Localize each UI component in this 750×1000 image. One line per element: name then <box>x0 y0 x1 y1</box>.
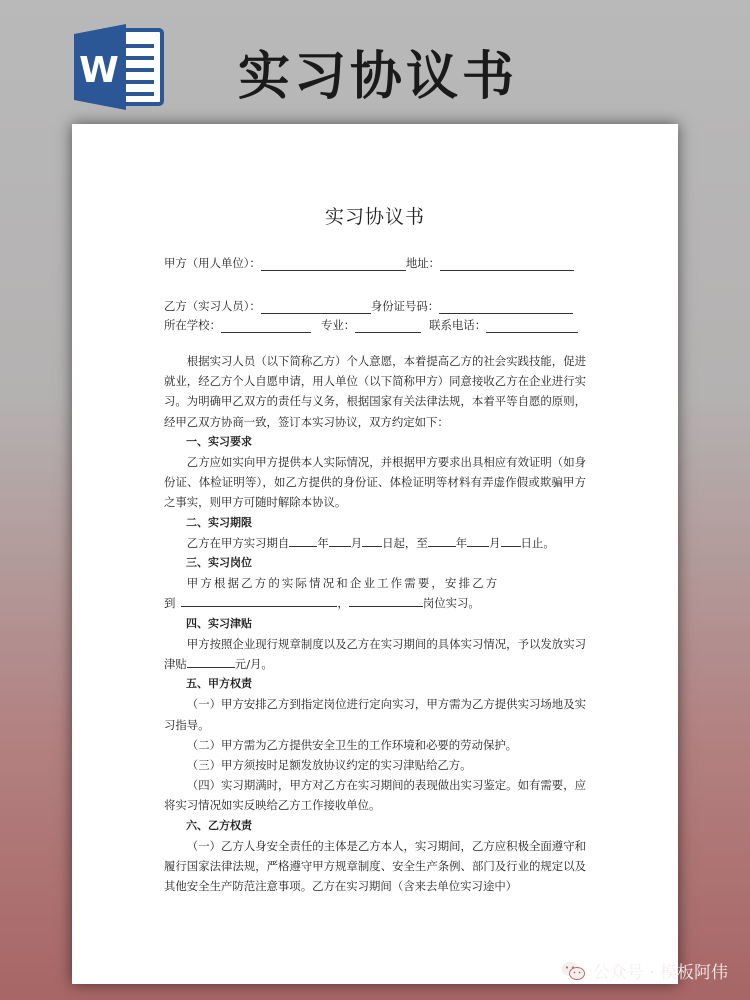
post-comma: ， <box>337 596 349 611</box>
section-6-item-1: （一）乙方人身安全责任的主体是乙方本人，实习期间，乙方应积极全面遵守和履行国家法律法规，严格遵守甲方规章制度、安全生产条例、部门及行业的规定以及其他安全生产防范注意事项。乙方在实习期间（含来去单位实习途中） <box>164 838 586 894</box>
party-a-label: 甲方（用人单位）： <box>164 256 261 270</box>
major-field[interactable] <box>355 320 421 333</box>
start-month-label: 月 <box>350 535 363 550</box>
end-month-field[interactable] <box>467 534 489 547</box>
school-field[interactable] <box>221 320 311 333</box>
section-4-title: 四、实习津贴 <box>186 616 252 630</box>
phone-label: 联系电话： <box>429 318 487 332</box>
school-label: 所在学校： <box>164 318 221 332</box>
start-year-field[interactable] <box>289 534 317 547</box>
id-number-field[interactable] <box>439 301 573 314</box>
phone-field[interactable] <box>486 320 578 333</box>
school-row <box>164 316 586 333</box>
watermark-text: 公众号 · 模板阿伟 <box>592 963 728 983</box>
id-number-label: 身份证号码： <box>370 299 440 313</box>
section-3-line-1: 甲方根据乙方的实际情况和企业工作需要，安排乙方 <box>186 576 500 591</box>
document-page <box>72 124 678 984</box>
section-5-item-4: （四）实习期满时，甲方对乙方在实习期间的表现做出实习鉴定。如有需要，应将实习情况如实反映给乙方工作接收单位。 <box>164 778 586 813</box>
end-year-field[interactable] <box>428 534 456 547</box>
post-to-label: 到 <box>164 596 176 611</box>
department-field[interactable] <box>181 594 337 607</box>
section-3-title: 三、实习岗位 <box>186 556 252 570</box>
banner-header <box>0 0 750 115</box>
section-2-title: 二、实习期限 <box>186 515 252 529</box>
post-label: 岗位实习。 <box>422 596 480 611</box>
section-3-line-2 <box>164 593 586 613</box>
allowance-field[interactable] <box>187 655 235 668</box>
position-field[interactable] <box>349 594 423 607</box>
intro-paragraph: 根据实习人员（以下简称乙方）个人意愿，本着提高乙方的社会实践技能，促进就业，经乙方个人自愿申请，用人单位（以下简称甲方）同意接收乙方在企业进行实习。为明确甲乙双方的责任与义务，根据国家有关法律法规，本着平等自愿的原则，经甲乙双方协商一致，签订本实习协议，双方约定如下： <box>164 354 586 429</box>
start-year-label: 年 <box>317 535 329 550</box>
end-month-label: 月 <box>489 535 501 550</box>
end-day-label: 日止。 <box>520 535 555 550</box>
address-label: 地址： <box>405 256 441 270</box>
wechat-icon <box>561 961 585 981</box>
major-label: 专业： <box>320 318 356 332</box>
word-icon-letter: W <box>79 50 119 91</box>
start-month-field[interactable] <box>329 534 351 547</box>
section-5-item-3: （三）甲方须按时足额发放协议约定的实习津贴给乙方。 <box>186 758 472 773</box>
party-b-row <box>164 297 586 314</box>
section-1-text: 乙方应如实向甲方提供本人实际情况，并根据甲方要求出具相应有效证明（如身份证、体检证明等），如乙方提供的身份证、体检证明等材料有弄虚作假或欺骗甲方之事实，则甲方可随时解除本协议。 <box>164 455 586 510</box>
section-5-item-1: （一）甲方安排乙方到指定岗位进行定向实习，甲方需为乙方提供实习场地及实习指导。 <box>164 697 586 732</box>
allowance-text: 甲方按照企业现行规章制度以及乙方在实习期间的具体实习情况，予以发放实习津贴 <box>164 636 586 672</box>
start-day-label: 日起，至 <box>382 535 428 550</box>
party-a-row <box>164 254 586 271</box>
watermark <box>561 958 728 983</box>
section-2-text <box>164 533 586 553</box>
document-title: 实习协议书 <box>324 206 425 228</box>
period-start-label: 乙方在甲方实习期自 <box>186 535 290 550</box>
end-day-field[interactable] <box>501 534 521 547</box>
document-body <box>164 202 586 896</box>
word-icon <box>74 24 164 110</box>
start-day-field[interactable] <box>362 534 382 547</box>
section-4-text <box>164 634 586 674</box>
end-year-label: 年 <box>455 535 468 550</box>
section-6-title: 六、乙方权责 <box>186 818 252 832</box>
section-1-title: 一、实习要求 <box>186 434 252 448</box>
party-b-field[interactable] <box>261 301 371 314</box>
party-b-label: 乙方（实习人员）： <box>164 299 261 313</box>
address-field[interactable] <box>440 258 574 271</box>
allowance-unit: 元/月。 <box>234 657 273 672</box>
section-5-title: 五、甲方权责 <box>186 677 252 691</box>
banner-title: 实习协议书 <box>238 47 519 107</box>
party-a-field[interactable] <box>261 258 406 271</box>
section-5-item-2: （二）甲方需为乙方提供安全卫生的工作环境和必要的劳动保护。 <box>186 737 518 752</box>
